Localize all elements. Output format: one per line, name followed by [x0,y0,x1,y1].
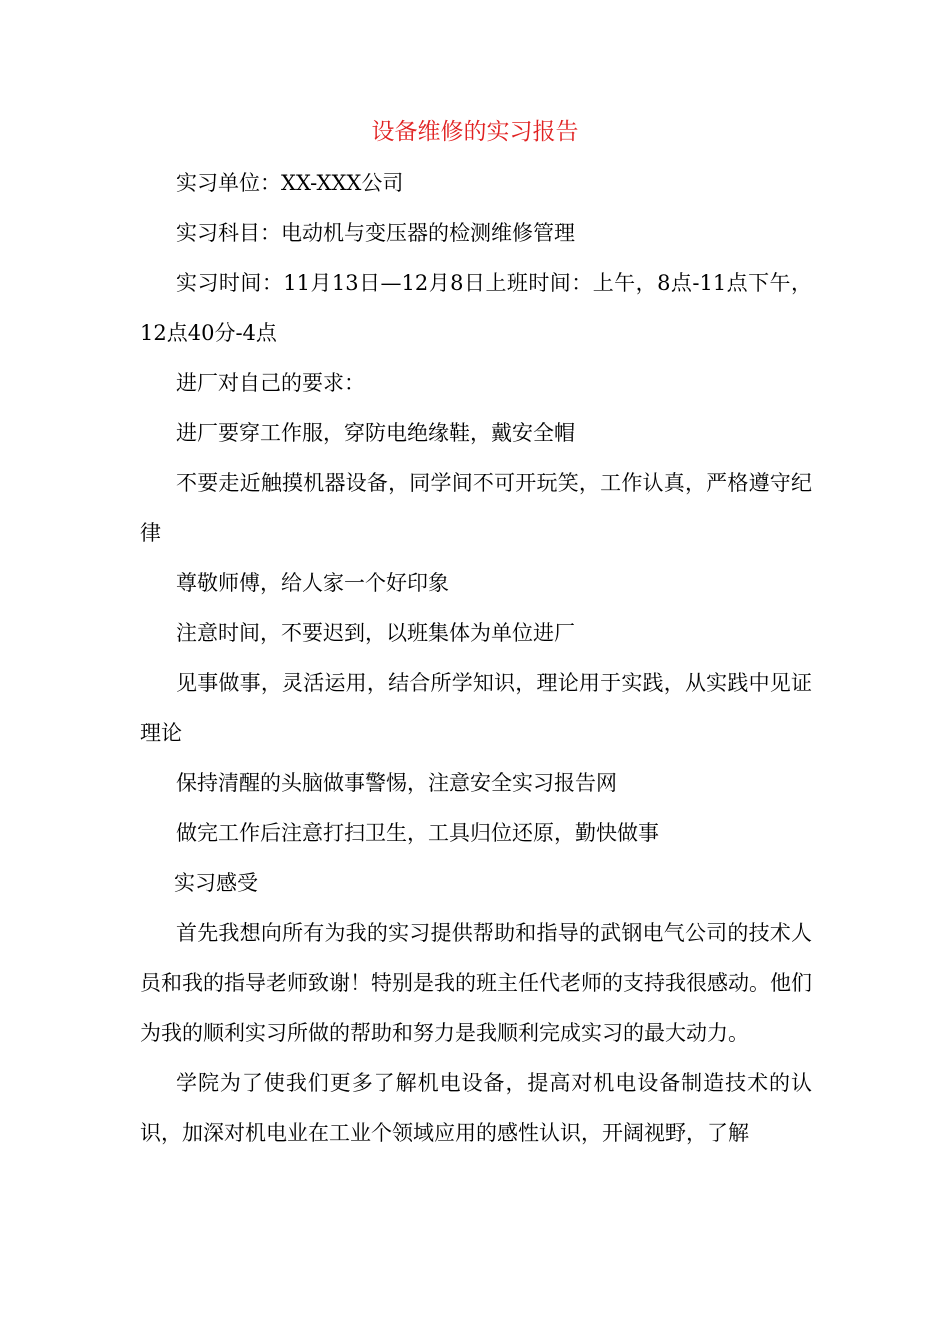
paragraph-internship-unit: 实习单位：XX-XXX公司 [176,171,404,195]
paragraph-requirement-6: 保持清醒的头脑做事警惕，注意安全实习报告网 [176,771,617,795]
paragraph-feelings-heading: 实习感受 [174,871,258,895]
paragraph-requirement-3: 尊敬师傅，给人家一个好印象 [176,571,449,595]
document-title: 设备维修的实习报告 [371,119,579,145]
paragraph-requirement-4: 注意时间，不要迟到，以班集体为单位进厂 [176,621,575,645]
paragraph-requirement-1: 进厂要穿工作服，穿防电绝缘鞋，戴安全帽 [176,421,575,445]
paragraph-requirement-5: 见事做事，灵活运用，结合所学知识，理论用于实践，从实践中见证理论 [140,671,812,745]
paragraph-thanks: 首先我想向所有为我的实习提供帮助和指导的武钢电气公司的技术人员和我的指导老师致谢！特别是我的班主任代老师的支持我很感动。他们为我的顺利实习所做的帮助和努力是我顺利完成实习的最大动力。 [140,921,812,1045]
paragraph-internship-subject: 实习科目：电动机与变压器的检测维修管理 [176,221,575,245]
paragraph-requirement-2: 不要走近触摸机器设备，同学间不可开玩笑，工作认真，严格遵守纪律 [140,471,812,545]
document-body [140,158,812,1158]
paragraph-college-purpose: 学院为了使我们更多了解机电设备，提高对机电设备制造技术的认识，加深对机电业在工业个领域应用的感性认识，开阔视野，了解 [140,1071,812,1145]
paragraph-requirements-heading: 进厂对自己的要求： [176,371,365,395]
paragraph-internship-time: 实习时间：11月13日—12月8日上班时间：上午，8点-11点下午，12点40分-4点 [140,271,812,345]
paragraph-requirement-7: 做完工作后注意打扫卫生，工具归位还原，勤快做事 [176,821,659,845]
